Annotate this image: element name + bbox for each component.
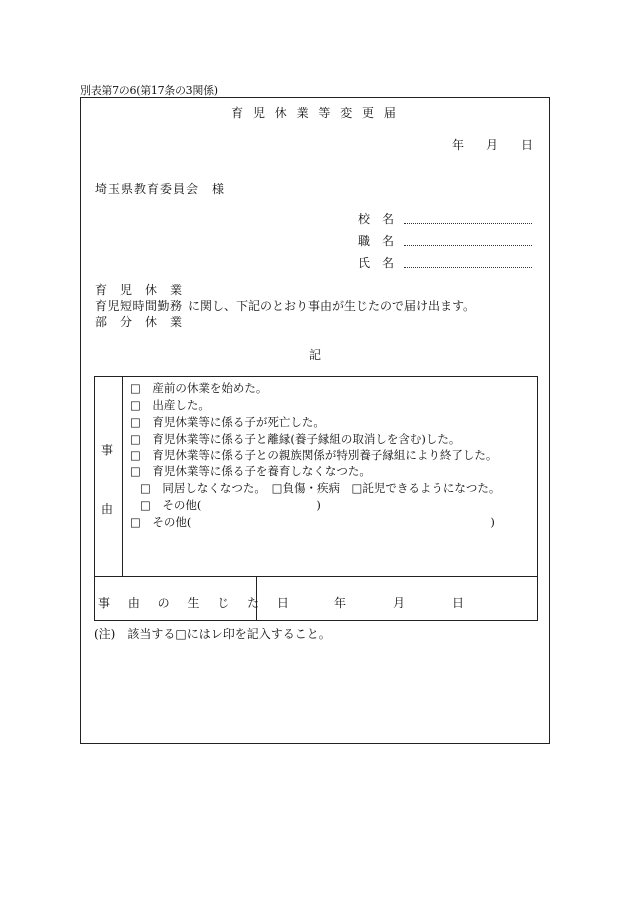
reason-no-longer-raising[interactable]: □ 育児休業等に係る子を養育しなくなつた。 [130,464,371,478]
table-hline-footer [94,576,538,577]
reason-special-adoption[interactable]: □ 育児休業等に係る子との親族関係が特別養子縁組により終了した。 [130,448,498,462]
table-vline-label [122,376,123,576]
leave-type-short-hours: 育児短時間勤務 [95,299,183,313]
ki-heading: 記 [308,348,321,362]
addressee: 埼玉県教育委員会 様 [95,182,226,196]
reason-separation[interactable]: □ 育児休業等に係る子と離縁(養子縁組の取消しを含む)した。 [130,432,461,446]
date-month: 月 [486,138,499,152]
signature-school-line[interactable] [404,223,532,224]
date-day: 日 [521,138,534,152]
reason-prenatal[interactable]: □ 産前の休業を始めた。 [130,381,268,395]
reason-child-death[interactable]: □ 育児休業等に係る子が死亡した。 [130,415,325,429]
signature-position-line[interactable] [404,245,532,246]
table-label-ji: 事 [101,443,114,457]
footer-day: 日 [452,596,465,610]
reason-sub-other[interactable]: □ その他( ) [140,498,321,512]
table-label-yu: 由 [101,502,114,516]
date-year: 年 [452,138,465,152]
form-title: 育 児 休 業 等 変 更 届 [231,106,399,120]
signature-position [358,232,394,249]
leave-type-childcare: 育 児 休 業 [95,283,183,297]
leave-type-partial: 部 分 休 業 [95,315,183,329]
signature-name [358,254,394,271]
signature-school-label: 校 名 [358,212,395,226]
footnote: (注) 該当する□にはレ印を記入すること。 [94,627,331,641]
footer-label: 事 由 の 生 じ た 日 [98,596,296,610]
signature-name-line[interactable] [404,267,532,268]
form-caption: 別表第7の6(第17条の3関係) [80,84,218,97]
signature-position-label: 職 名 [358,234,395,248]
signature-name-label: 氏 名 [358,256,395,270]
body-text: に関し、下記のとおり事由が生じたので届け出ます。 [188,299,476,313]
footer-month: 月 [393,596,406,610]
reason-other[interactable]: □ その他( ) [130,515,495,529]
signature-school [358,210,394,227]
footer-year: 年 [334,596,347,610]
reason-subitems[interactable]: □ 同居しなくなつた。 □負傷・疾病 □託児できるようになつた。 [140,481,501,495]
reason-birth[interactable]: □ 出産した。 [130,398,210,412]
